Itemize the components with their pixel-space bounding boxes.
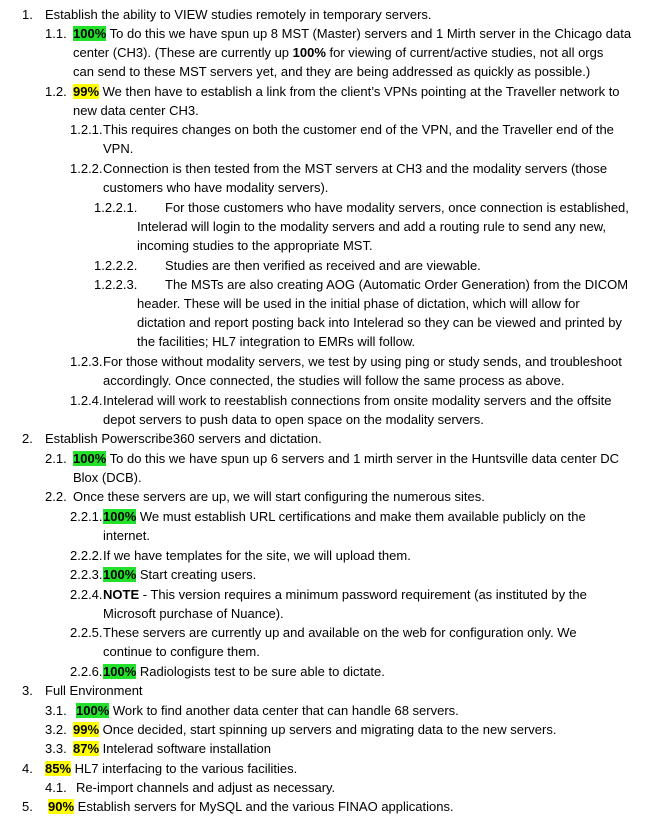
status-percent-badge: 100%	[103, 509, 137, 524]
status-percent-badge: 99%	[73, 722, 100, 737]
list-number: 1.2.	[45, 84, 67, 99]
list-item-text: VPN.	[103, 141, 134, 156]
list-item-text: Full Environment	[45, 683, 143, 698]
list-number: 2.	[22, 431, 33, 446]
list-item-text: customers who have modality servers).	[103, 180, 329, 195]
list-number: 3.2.	[45, 722, 67, 737]
list-number: 2.2.4.	[70, 587, 103, 602]
list-item-text: dictation and report posting back into Intelerad so they can be viewed and printed by	[137, 315, 622, 330]
list-number: 1.2.2.1.	[94, 200, 138, 215]
status-percent-badge: 100%	[103, 567, 137, 582]
list-item-text: 100% To do this we have spun up 8 MST (Master) servers and 1 Mirth server in the Chicago data	[73, 26, 632, 41]
list-number: 2.2.5.	[70, 625, 103, 640]
list-item-text: Blox (DCB).	[73, 470, 142, 485]
list-item-text: 90% Establish servers for MySQL and the various FINAO applications.	[48, 799, 454, 814]
status-percent-badge: 99%	[73, 84, 100, 99]
list-item-text: Establish Powerscribe360 servers and dictation.	[45, 431, 322, 446]
list-item-text: Establish the ability to VIEW studies remotely in temporary servers.	[45, 7, 432, 22]
list-number: 2.2.1.	[70, 509, 103, 524]
list-item-text: 100% Radiologists test to be sure able to dictate.	[103, 664, 385, 679]
status-percent-badge: 100%	[73, 26, 107, 41]
list-item-text: new data center CH3.	[73, 103, 199, 118]
status-percent-badge: 100%	[76, 703, 110, 718]
status-percent-badge: 100%	[73, 451, 107, 466]
list-item-text: internet.	[103, 528, 150, 543]
list-item-text: For those without modality servers, we test by using ping or study sends, and troubleshoot	[103, 354, 622, 369]
list-item-text: 100% We must establish URL certifications and make them available publicly on the	[103, 509, 586, 524]
list-item-text: Once these servers are up, we will start configuring the numerous sites.	[73, 489, 485, 504]
list-number: 2.2.2.	[70, 548, 103, 563]
list-item-text: depot servers to push data to open space on the modality servers.	[103, 412, 484, 427]
list-number: 1.2.3.	[70, 354, 103, 369]
list-item-text: If we have templates for the site, we will upload them.	[103, 548, 411, 563]
list-item-text: 99% We then have to establish a link from the client’s VPNs pointing at the Traveller network to	[73, 84, 620, 99]
list-item-text: This requires changes on both the customer end of the VPN, and the Traveller end of the	[103, 122, 614, 137]
list-item-text: 100% To do this we have spun up 6 servers and 1 mirth server in the Huntsville data center DC	[73, 451, 620, 466]
list-item-text: NOTE - This version requires a minimum password requirement (as instituted by the	[103, 587, 587, 602]
status-percent-badge: 90%	[48, 799, 75, 814]
list-number: 4.1.	[45, 780, 67, 795]
list-item-text: For those customers who have modality servers, once connection is established,	[165, 200, 629, 215]
list-item-text: incoming studies to the appropriate MST.	[137, 238, 373, 253]
list-number: 2.2.	[45, 489, 67, 504]
list-number: 2.1.	[45, 451, 67, 466]
list-number: 2.2.3.	[70, 567, 103, 582]
list-item-text: Re-import channels and adjust as necessary.	[76, 780, 336, 795]
list-item-text: 100% Start creating users.	[103, 567, 257, 582]
list-number: 1.1.	[45, 26, 67, 41]
status-percent-badge: 100%	[103, 664, 137, 679]
list-item-text: accordingly. Once connected, the studies will follow the same process as above.	[103, 373, 565, 388]
list-item-text: These servers are currently up and available on the web for configuration only. We	[103, 625, 577, 640]
list-number: 4.	[22, 761, 33, 776]
list-number: 3.1.	[45, 703, 67, 718]
list-item-text: can send to these MST servers yet, and they are being addressed as quickly as possible.)	[73, 64, 591, 79]
list-item-text: header. These will be used in the initial phase of dictation, which will allow for	[137, 296, 580, 311]
list-item-text: 99% Once decided, start spinning up servers and migrating data to the new servers.	[73, 722, 557, 737]
list-item-text: Intelerad will login to the modality servers and add a routing rule to send any new,	[137, 219, 606, 234]
list-number: 3.	[22, 683, 33, 698]
status-percent-badge: 87%	[73, 741, 100, 756]
list-number: 1.2.1.	[70, 122, 103, 137]
list-item-text: Studies are then verified as received and are viewable.	[165, 258, 481, 273]
list-item-text: 100% Work to find another data center that can handle 68 servers.	[76, 703, 459, 718]
list-item-text: 87% Intelerad software installation	[73, 741, 272, 756]
list-number: 1.2.2.3.	[94, 277, 138, 292]
list-number: 5.	[22, 799, 33, 814]
list-item-text: Intelerad will work to reestablish connections from onsite modality servers and the offsite	[103, 393, 612, 408]
list-item-text: center (CH3). (These are currently up 100% for viewing of current/active studies, not all orgs	[73, 45, 604, 60]
note-label: NOTE	[103, 587, 140, 602]
list-number: 3.3.	[45, 741, 67, 756]
list-item-text: 85% HL7 interfacing to the various facilities.	[45, 761, 298, 776]
list-item-text: the facilities; HL7 integration to EMRs will follow.	[137, 334, 416, 349]
list-number: 1.2.2.	[70, 161, 103, 176]
list-item-text: Connection is then tested from the MST servers at CH3 and the modality servers (those	[103, 161, 608, 176]
list-item-text: continue to configure them.	[103, 644, 260, 659]
list-number: 1.2.2.2.	[94, 258, 138, 273]
status-percent-badge: 85%	[45, 761, 72, 776]
list-number: 1.	[22, 7, 33, 22]
list-item-text: The MSTs are also creating AOG (Automatic Order Generation) from the DICOM	[165, 277, 629, 292]
list-number: 2.2.6.	[70, 664, 103, 679]
list-item-text: Microsoft purchase of Nuance).	[103, 606, 284, 621]
list-number: 1.2.4.	[70, 393, 103, 408]
